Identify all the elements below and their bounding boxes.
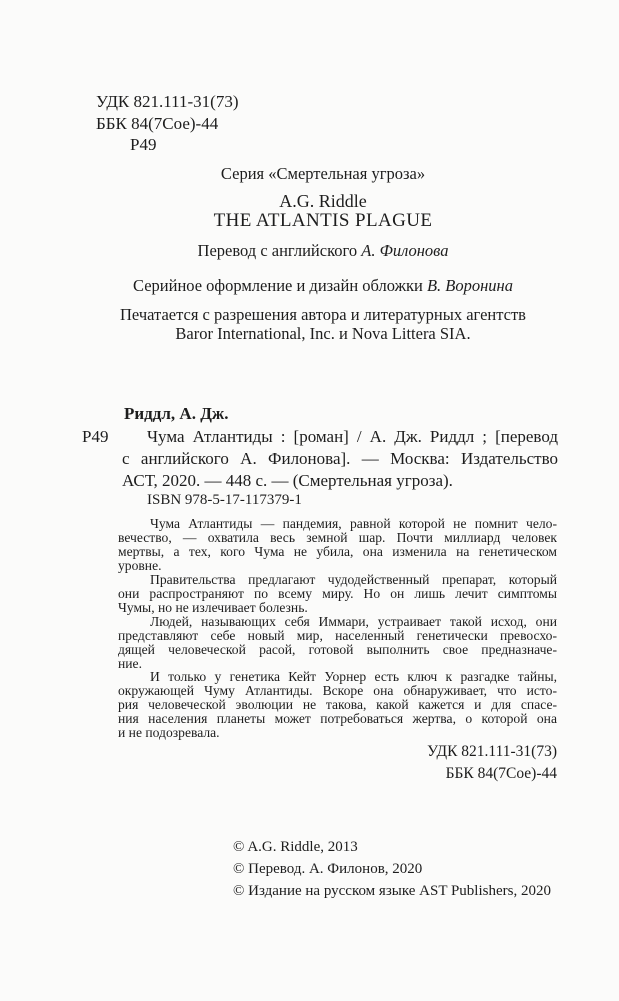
bbk-code-bottom: ББК 84(7Сое)-44 <box>445 764 557 782</box>
copyright-line-author: © A.G. Riddle, 2013 <box>233 839 358 855</box>
copyright-line-publisher: © Издание на русском языке AST Publishers, 2020 <box>233 883 551 899</box>
classification-codes-bottom <box>118 741 557 784</box>
classification-codes-top <box>96 91 238 156</box>
design-credit-prefix: Серийное оформление и дизайн обложки <box>133 276 423 295</box>
copyright-line-translation: © Перевод. А. Филонов, 2020 <box>233 861 423 877</box>
annotation-paragraph <box>118 670 557 740</box>
annotation <box>118 517 557 740</box>
bbk-code: ББК 84(7Сое)-44 <box>96 113 219 133</box>
translator-name: А. Филонова <box>361 241 449 260</box>
annotation-line: дящей человеческой расой, готовой выполнить свое предназначе- <box>118 641 557 657</box>
permission-line-2: Baror International, Inc. и Nova Littera SIA. <box>175 324 471 343</box>
annotation-line: окружающей Чуму Атлантиды. Вскоре она обнаруживает, что исто- <box>118 683 557 699</box>
annotation-paragraph <box>118 615 557 671</box>
annotation-paragraph <box>118 517 557 573</box>
permission-line-1: Печатается с разрешения автора и литературных агентств <box>120 305 526 324</box>
copyright-block <box>233 836 551 902</box>
annotation-line: И только у генетика Кейт Уорнер есть ключ к разгадке тайны, <box>150 669 557 685</box>
series-line: Серия «Смертельная угроза» <box>220 164 426 183</box>
catalog-entry <box>82 426 558 492</box>
annotation-line: Чумы, но не излечивает болезнь. <box>118 599 308 615</box>
annotation-line: и не подозревала. <box>118 725 220 741</box>
translation-credit-prefix: Перевод с английского <box>197 241 358 260</box>
catalog-line: АСТ, 2020. — 448 с. — (Смертельная угроза). <box>122 471 453 490</box>
udk-code: УДК 821.111-31(73) <box>96 92 239 111</box>
permission-notice <box>103 305 543 343</box>
original-author: A.G. Riddle <box>279 191 367 211</box>
annotation-line: Правительства предлагают чудодейственный препарат, который <box>150 571 557 587</box>
catalog-author-heading: Риддл, А. Дж. <box>124 404 229 423</box>
catalog-line: Чума Атлантиды : [роман] / А. Дж. Риддл ; [перевод <box>147 427 558 446</box>
catalog-line: с английского А. Филонова]. — Москва: Издательство <box>122 449 558 468</box>
annotation-line: ние. <box>118 655 142 671</box>
author-sign-code: Р49 <box>130 135 157 154</box>
annotation-line: рия человеческой эволюции не такова, какой кажется и для спасе- <box>118 697 557 713</box>
annotation-line: мертвы, а тех, кого Чума не убила, она изменила на генетическом <box>118 543 557 559</box>
annotation-line: уровне. <box>118 557 162 573</box>
udk-code-bottom: УДК 821.111-31(73) <box>427 743 557 760</box>
translation-credit <box>103 241 543 261</box>
annotation-line: вечество, — охватила весь земной шар. Почти миллиард человек <box>118 529 557 545</box>
annotation-line: Чума Атлантиды — пандемия, равной которой не помнит чело- <box>150 516 557 531</box>
annotation-line: представляют себе новый мир, населенный генетически превосхо- <box>118 627 557 643</box>
design-credit <box>103 276 543 296</box>
designer-name: В. Воронина <box>426 276 513 295</box>
catalog-code: Р49 <box>82 427 109 446</box>
annotation-line: они распространяют по всему миру. Но он лишь лечит симптомы <box>118 585 557 601</box>
annotation-paragraph <box>118 573 557 615</box>
original-title: THE ATLANTIS PLAGUE <box>213 210 433 231</box>
annotation-line: Людей, называющих себя Иммари, устраивает такой исход, они <box>150 613 557 629</box>
isbn-line: ISBN 978-5-17-117379-1 <box>147 492 302 508</box>
annotation-line: ния населения планеты может потребоваться жертва, о которой она <box>118 711 557 727</box>
